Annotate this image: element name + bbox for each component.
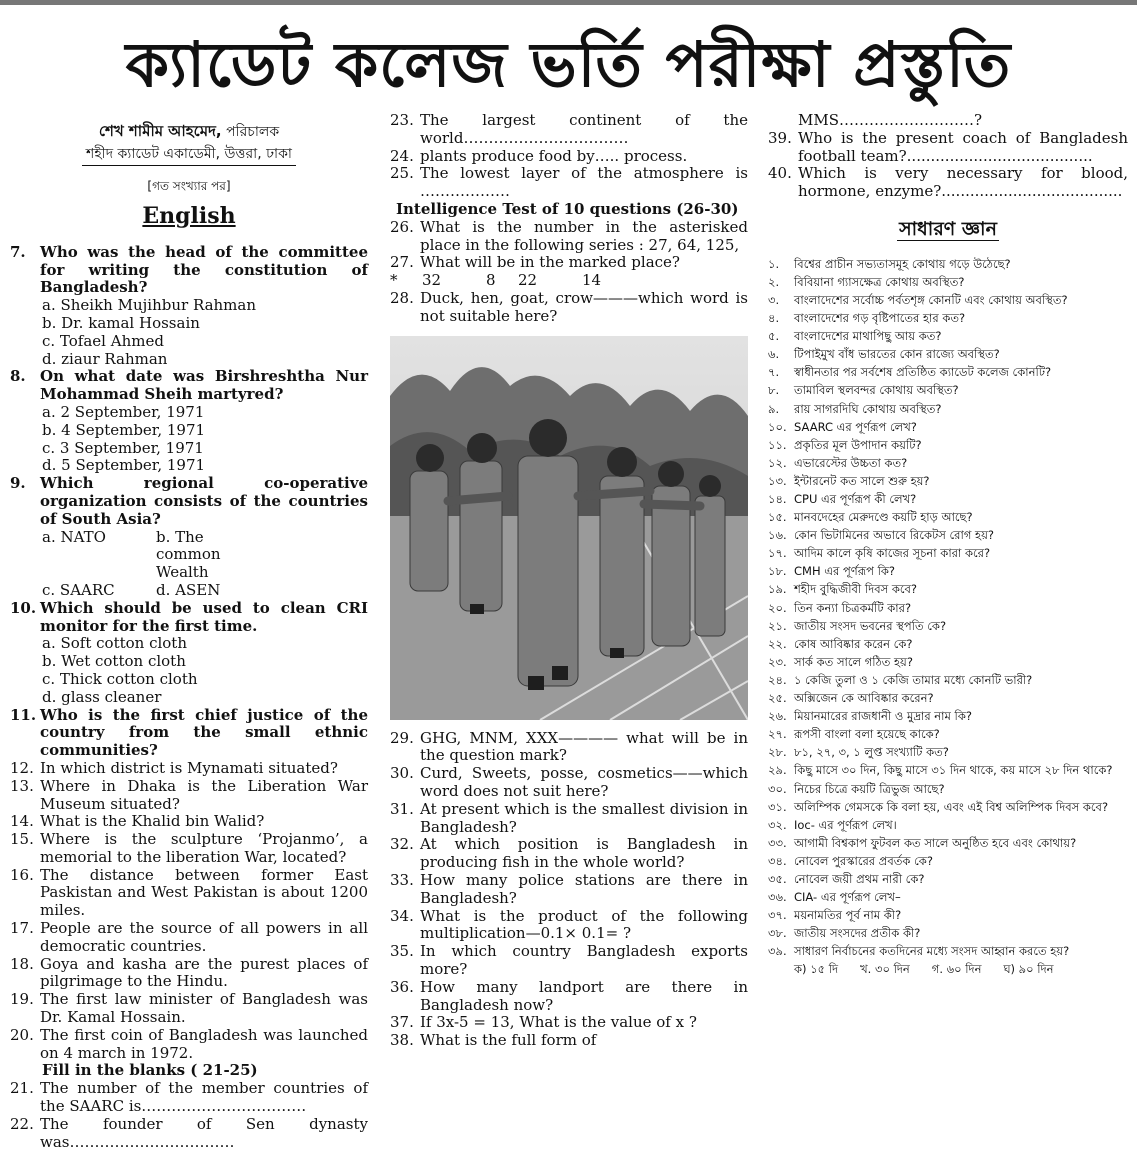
question: 8. On what date was Birshreshtha Nur Mohammad Sheih martyred? [10,367,368,404]
option: d. 5 September, 1971 [42,456,206,475]
list-item: ৩০. নিচের চিত্রে কয়টি ত্রিভুজ আছে? [768,781,945,796]
list-item: ৩৮. জাতীয় সংসদের প্রতীক কী? [768,926,921,941]
question: 11. Who is the first chief justice of the country from the small ethnic communities? [10,705,368,760]
column-english-2 [390,112,748,1050]
question: 27. What will be in the marked place? [390,253,680,272]
section-heading-english: English [142,202,236,229]
fill-blanks-heading: Fill in the blanks ( 21-25) [42,1061,258,1080]
list-item: ৩৭. ময়নামতির পূর্ব নাম কী? [768,908,902,923]
list-item: ৪. বাংলাদেশের গড় বৃষ্টিপাতের হার কত? [768,311,966,326]
list-item: ২৫. অক্সিজেন কে আবিষ্কার করেন? [768,691,934,706]
list-item: ২. বিবিয়ানা গ্যাসক্ষেত্র কোথায় অবস্থিত? [768,274,965,289]
list-item: ১২. এভারেস্টের উচ্চতা কত? [768,455,908,470]
list-item: ১৯. শহীদ বুদ্ধিজীবী দিবস কবে? [768,582,918,597]
list-item: ৫. বাংলাদেশের মাথাপিছু আয় কত? [768,329,942,344]
question: 21. The number of the member countries of the SAARC is…………………………… [10,1079,368,1116]
option: b. Wet cotton cloth [42,652,186,671]
gk-question-list [768,255,1128,961]
question: 33. How many police stations are there in Bangladesh? [390,870,748,907]
list-item: ২৮. ৮১, ২৭, ৩, ১ লুপ্ত সংখ্যাটি কত? [768,745,949,760]
list-item: ২৩. সার্ক কত সালে গঠিত হয়? [768,654,913,669]
question: 15. Where is the sculpture ‘Projanmo’, a memorial to the liberation War, located? [10,830,368,866]
author-name: শেখ শামীম আহমেদ, [98,122,222,140]
list-item: ৩৫. নোবেল জয়ী প্রথম নারী কে? [768,871,925,886]
question: 9. Which regional co-operative organization consists of the countries of South Asia? [10,474,368,528]
list-item: ৩৪. নোবেল পুরস্কারের প্রবর্তক কে? [768,853,933,868]
question: 7. Who was the head of the committee for writing the constitution of Bangladesh? [10,242,368,297]
page-title: ক্যাডেট কলেজ ভর্তি পরীক্ষা প্রস্তুতি [125,28,1012,101]
option-row: ক) ১৫ দি খ. ৩০ দিন গ. ৬০ দিন ঘ) ৯০ দিন [794,962,1054,977]
section-heading-general-knowledge: সাধারণ জ্ঞান [899,217,997,240]
list-item: ১৩. ইন্টারনেট কত সালে শুরু হয়? [768,473,930,488]
list-item: ৩৬. CIA- এর পূর্ণরূপ লেখ– [768,890,901,905]
question: 18. Goya and kasha are the purest places of pilgrimage to the Hindu. [10,954,368,991]
question: 32. At which position is Bangladesh in producing fish in the whole world? [390,835,748,872]
question: 28. Duck, hen, goat, crow———which word is not suitable here? [390,288,748,325]
question: 14. What is the Khalid bin Walid? [10,812,265,831]
question: 26. What is the number in the asterisked place in the following series : 27, 64, 125, [390,217,748,254]
option: a. Sheikh Mujihbur Rahman [42,296,257,315]
question: 38. What is the full form of [390,1031,597,1050]
list-item: ১. বিশ্বের প্রাচীন সভ্যতাসমূহ কোথায় গড়ে উঠেছে? [768,256,1011,271]
list-item: ১৬. কোন ভিটামিনের অভাবে রিকেটস রোগ হয়? [768,528,994,543]
list-item: ২১. জাতীয় সংসদ ভবনের স্থপতি কে? [768,618,947,633]
list-item: ৩২. Ioc- এর পূর্ণরূপ লেখ। [768,817,897,832]
list-item: ২৪. ১ কেজি তুলা ও ১ কেজি তামার মধ্যে কোনটি ভারী? [768,672,1033,687]
question: 40. Which is very necessary for blood, hormone, enzyme?...................................... [768,164,1128,201]
option: a. 2 September, 1971 [42,402,205,421]
question: 34. What is the product of the following multiplication—0.1× 0.1= ? [390,906,748,943]
top-rule [0,0,1137,5]
question: 23. The largest continent of the world…………………………… [390,111,748,147]
question: 35. In which country Bangladesh exports more? [390,942,748,978]
list-item: ৬. টিপাইমুখ বাঁধ ভারতের কোন রাজ্যে অবস্থিত? [768,347,1000,362]
question: 37. If 3x-5 = 13, What is the value of x ? [390,1013,697,1032]
list-item: ৮. তামাবিল স্থলবন্দর কোথায় অবস্থিত? [768,383,959,398]
list-item: ১৫. মানবদেহের মেরুদণ্ডে কয়টি হাড় আছে? [768,510,973,525]
list-item: ৩৩. আগামী বিশ্বকাপ ফুটবল কত সালে অনুষ্ঠিত হবে এবং কোথায়? [768,835,1077,850]
list-item: ২৭. রূপসী বাংলা বলা হয়েছে কাকে? [768,727,940,742]
continued-note: [গত সংখ্যার পর] [147,179,231,193]
column-general-knowledge [768,112,1128,978]
option: b. Dr. kamal Hossain [42,313,200,332]
option: b. 4 September, 1971 [42,420,206,439]
column-english-1 [10,112,368,1151]
list-item: ৩১. অলিম্পিক গেমসকে কি বলা হয়, এবং এই বিশ্ব অলিম্পিক দিবস কবে? [768,799,1109,814]
list-item: ৩৯. সাধারণ নির্বাচনের কতদিনের মধ্যে সংসদ আহ্বান করতে হয়? [768,944,1070,959]
list-item: ২৬. মিয়ানমারের রাজধানী ও মুদ্রার নাম কি? [768,709,972,724]
list-item: ১০. SAARC এর পূর্ণরূপ লেখ? [768,419,917,434]
list-item: ৭. স্বাধীনতার পর সর্বশেষ প্রতিষ্ঠিত ক্যাডেট কলেজ কোনটি? [768,365,1052,380]
question: 12. In which district is Mynamati situated? [10,758,338,777]
author-role: পরিচালক [226,124,280,140]
option: d. ziaur Rahman [42,349,168,368]
list-item: ২৯. কিছু মাসে ৩০ দিন, কিছু মাসে ৩১ দিন থাকে, কয় মাসে ২৮ দিন থাকে? [768,763,1113,778]
question: 25. The lowest layer of the atmosphere is ……………… [390,164,748,201]
number-series: * 32 8 22 14 [390,271,602,290]
question: 31. At present which is the smallest division in Bangladesh? [390,799,748,836]
list-item: ১৮. CMH এর পূর্ণরূপ কি? [768,564,896,579]
question: 19. The first law minister of Bangladesh was Dr. Kamal Hossain. [10,990,368,1027]
question: 22. The founder of Sen dynasty was…………………………… [10,1114,368,1151]
marching-cadets-photo [390,336,748,720]
list-item: ৩. বাংলাদেশের সর্বোচ্চ পর্বতশৃঙ্গ কোনটি এবং কোথায় অবস্থিত? [768,292,1068,307]
author-affiliation: শহীদ ক্যাডেট একাডেমী, উত্তরা, ঢাকা [82,143,296,166]
option-row: a. NATO b. The common Wealth [42,527,221,582]
option-row: c. SAARC d. ASEN [42,580,221,599]
question: 16. The distance between former East Paskistan and West Pakistan is about 1200 miles. [10,865,368,920]
option: a. Soft cotton cloth [42,634,187,653]
list-item: ১৪. CPU এর পূর্ণরূপ কী লেখ? [768,492,917,506]
list-item: ১৭. আদিম কালে কৃষি কাজের সূচনা কারা করে? [768,546,991,561]
question: 24. plants produce food by….. process. [390,146,688,165]
option: c. Tofael Ahmed [42,331,164,350]
list-item: ২০. তিন কন্যা চিত্রকর্মটি কার? [768,600,912,615]
question-continuation: MMS………………………? [798,111,983,129]
list-item: ১১. প্রকৃতির মূল উপাদান কয়টি? [768,437,922,452]
intelligence-test-heading: Intelligence Test of 10 questions (26-30) [396,199,739,218]
question: 30. Curd, Sweets, posse, cosmetics——which word does not suit here? [390,764,748,800]
option: c. 3 September, 1971 [42,438,204,457]
question: 17. People are the source of all powers in all democratic countries. [10,919,368,955]
question: 10. Which should be used to clean CRI monitor for the first time. [10,598,368,635]
question: 20. The first coin of Bangladesh was launched on 4 march in 1972. [10,1025,368,1062]
question: 13. Where in Dhaka is the Liberation War Museum situated? [10,776,368,813]
question: 39. Who is the present coach of Bangladesh football team?....................................... [768,128,1128,165]
question: 29. GHG, MNM, XXX———— what will be in the question mark? [390,728,748,765]
list-item: ৯. রায় সাগরদিঘি কোথায় অবস্থিত? [768,401,942,416]
question: 36. How many landport are there in Bangladesh now? [390,977,748,1014]
option: d. glass cleaner [42,687,162,706]
author-block [10,120,368,166]
list-item: ২২. কোষ আবিষ্কার করেন কে? [768,636,913,651]
option: c. Thick cotton cloth [42,669,198,688]
